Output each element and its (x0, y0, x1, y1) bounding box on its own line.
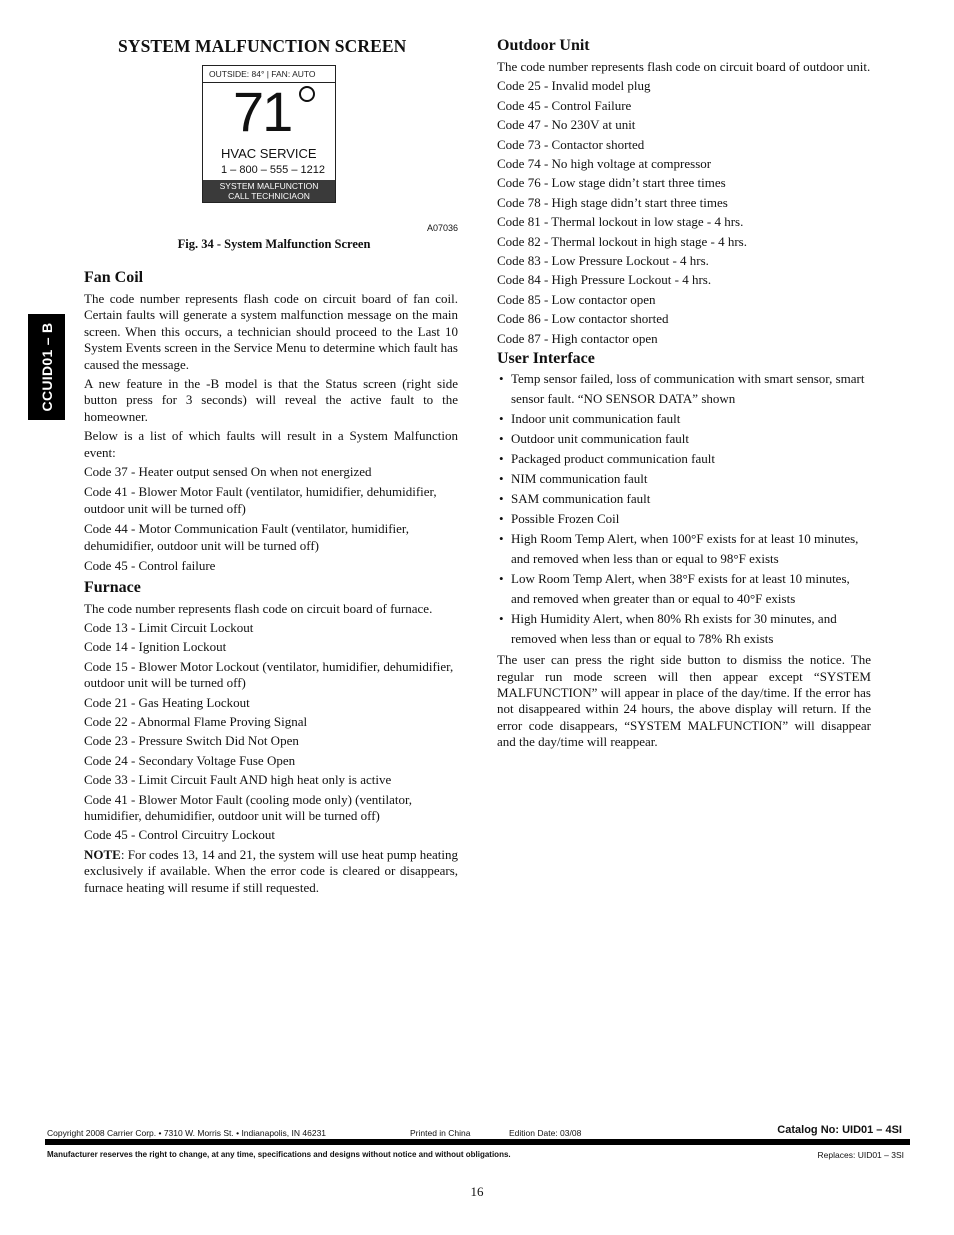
outdoor-code: Code 83 - Low Pressure Lockout - 4 hrs. (497, 253, 709, 269)
alert-line-2: CALL TECHNICIAON (228, 191, 310, 201)
alert-line-1: SYSTEM MALFUNCTION (219, 181, 319, 191)
fan-coil-paragraph-3: Below is a list of which faults will result in a System Malfunction event: (84, 428, 458, 460)
list-item: • SAM communication fault (499, 491, 651, 507)
outdoor-code: Code 73 - Contactor shorted (497, 136, 645, 152)
list-item: • Temp sensor failed, loss of communication with smart sensor, smart sensor fault. “NO SENSOR DATA” shown (499, 371, 865, 407)
outdoor-code: Code 86 - Low contactor shorted (497, 311, 669, 327)
outdoor-code: Code 78 - High stage didn’t start three times (497, 194, 728, 210)
page-number: 16 (470, 1184, 484, 1199)
outdoor-code: Code 76 - Low stage didn’t start three times (497, 175, 726, 191)
footer-printed: Printed in China (410, 1128, 471, 1138)
fan-coil-code: Code 41 - Blower Motor Fault (ventilator, humidifier, dehumidifier, outdoor unit will be turned off) (84, 484, 437, 516)
list-item: • Possible Frozen Coil (499, 511, 620, 527)
degree-icon (299, 86, 315, 102)
figure-caption: Fig. 34 - System Malfunction Screen (177, 237, 371, 251)
footer-edition: Edition Date: 03/08 (509, 1128, 582, 1138)
side-tab-label: CCUID01 – B (38, 322, 55, 412)
fan-coil-code: Code 45 - Control failure (84, 558, 216, 574)
note-text: : For codes 13, 14 and 21, the system will use heat pump heating exclusively if available. When the error code is cleared or disappears, furnace heating will resume if still requested. (84, 846, 458, 895)
furnace-code: Code 14 - Ignition Lockout (84, 639, 227, 655)
furnace-code: Code 24 - Secondary Voltage Fuse Open (84, 752, 296, 768)
thermostat-status-bar: OUTSIDE: 84° | FAN: AUTO (203, 66, 335, 83)
list-item: • Outdoor unit communication fault (499, 431, 689, 447)
user-interface-list (497, 369, 871, 649)
furnace-code: Code 33 - Limit Circuit Fault AND high heat only is active (84, 772, 392, 788)
outdoor-code: Code 74 - No high voltage at compressor (497, 156, 712, 172)
user-interface-closing: The user can press the right side button to dismiss the notice. The regular run mode screen will then appear except “SYSTEM MALFUNCTION” will appear in place of the day/time. If the error has not disappeared within 24 hours, the above display will return. If the error code disappears, “SYSTEM MALFUNCTION” will disappear and the day/time will reappear. (497, 652, 871, 750)
thermostat-figure (202, 65, 336, 203)
furnace-heading: Furnace (84, 578, 141, 596)
outdoor-code: Code 85 - Low contactor open (497, 291, 656, 307)
footer-replaces: Replaces: UID01 – 3SI (817, 1150, 904, 1160)
thermostat-service-label: HVAC SERVICE (221, 146, 317, 161)
outdoor-code: Code 82 - Thermal lockout in high stage - 4 hrs. (497, 233, 747, 249)
outdoor-unit-paragraph: The code number represents flash code on circuit board of outdoor unit. (497, 59, 871, 74)
furnace-code: Code 41 - Blower Motor Fault (cooling mode only) (ventilator, humidifier, dehumidifier, outdoor unit will be turned off) (84, 791, 413, 823)
note-label: NOTE (84, 846, 121, 862)
footer-copyright: Copyright 2008 Carrier Corp. • 7310 W. Morris St. • Indianapolis, IN 46231 (47, 1128, 327, 1138)
list-item: • Packaged product communication fault (499, 451, 715, 467)
fan-coil-code: Code 37 - Heater output sensed On when not energized (84, 464, 372, 480)
footer-disclaimer: Manufacturer reserves the right to change, at any time, specifications and designs without notice and without obligations. (47, 1150, 511, 1159)
list-item: • Indoor unit communication fault (499, 411, 681, 427)
furnace-code: Code 21 - Gas Heating Lockout (84, 694, 250, 710)
left-column (84, 36, 458, 896)
furnace-code: Code 45 - Control Circuitry Lockout (84, 827, 276, 843)
list-item: • Low Room Temp Alert, when 38°F exists for at least 10 minutes, and removed when greater than or equal to 40°F exists (499, 571, 850, 607)
outdoor-code: Code 81 - Thermal lockout in low stage - 4 hrs. (497, 214, 744, 230)
thermostat-temperature: 71 (233, 80, 292, 143)
furnace-code: Code 22 - Abnormal Flame Proving Signal (84, 713, 308, 729)
outdoor-unit-heading: Outdoor Unit (497, 37, 590, 54)
thermostat-alert-bar (203, 180, 335, 202)
furnace-paragraph: The code number represents flash code on circuit board of furnace. (84, 600, 433, 616)
outdoor-code: Code 47 - No 230V at unit (497, 117, 636, 133)
outdoor-code: Code 87 - High contactor open (497, 330, 658, 346)
side-tab (28, 314, 65, 420)
fan-coil-heading: Fan Coil (84, 269, 144, 286)
furnace-note (84, 847, 458, 896)
user-interface-heading: User Interface (497, 350, 595, 368)
outdoor-code: Code 84 - High Pressure Lockout - 4 hrs. (497, 272, 712, 288)
thermostat-phone: 1 – 800 – 555 – 1212 (221, 164, 325, 176)
fan-coil-code: Code 44 - Motor Communication Fault (ventilator, humidifier, dehumidifier, outdoor unit will be turned off) (84, 521, 409, 553)
list-item: • High Room Temp Alert, when 100°F exists for at least 10 minutes, and removed when less than or equal to 98°F exists (499, 531, 859, 567)
right-column (497, 36, 871, 751)
footer-catalog: Catalog No: UID01 – 4SI (777, 1124, 902, 1136)
fan-coil-paragraph-1: The code number represents flash code on circuit board of fan coil. Certain faults will generate a system malfunction message on the main screen. When this occurs, a technician should proceed to the Last 10 System Events screen in the Service Menu to determine which fault has caused the message. (84, 291, 458, 372)
outdoor-code: Code 25 - Invalid model plug (497, 78, 651, 94)
section-title: SYSTEM MALFUNCTION SCREEN (118, 36, 407, 56)
figure-code: A07036 (426, 223, 458, 233)
list-item: • NIM communication fault (499, 471, 648, 487)
list-item: • High Humidity Alert, when 80% Rh exists for 30 minutes, and removed when less than or equal to 78% Rh exists (499, 611, 837, 647)
furnace-code: Code 23 - Pressure Switch Did Not Open (84, 733, 299, 749)
fan-coil-paragraph-2: A new feature in the -B model is that the Status screen (right side button press for 3 seconds) will reveal the active fault to the homeowner. (84, 376, 458, 424)
outdoor-code: Code 45 - Control Failure (497, 97, 632, 113)
furnace-code: Code 15 - Blower Motor Lockout (ventilator, humidifier, dehumidifier, outdoor unit will be turned off) (84, 658, 454, 691)
furnace-code: Code 13 - Limit Circuit Lockout (84, 619, 254, 635)
footer-divider (45, 1139, 910, 1145)
